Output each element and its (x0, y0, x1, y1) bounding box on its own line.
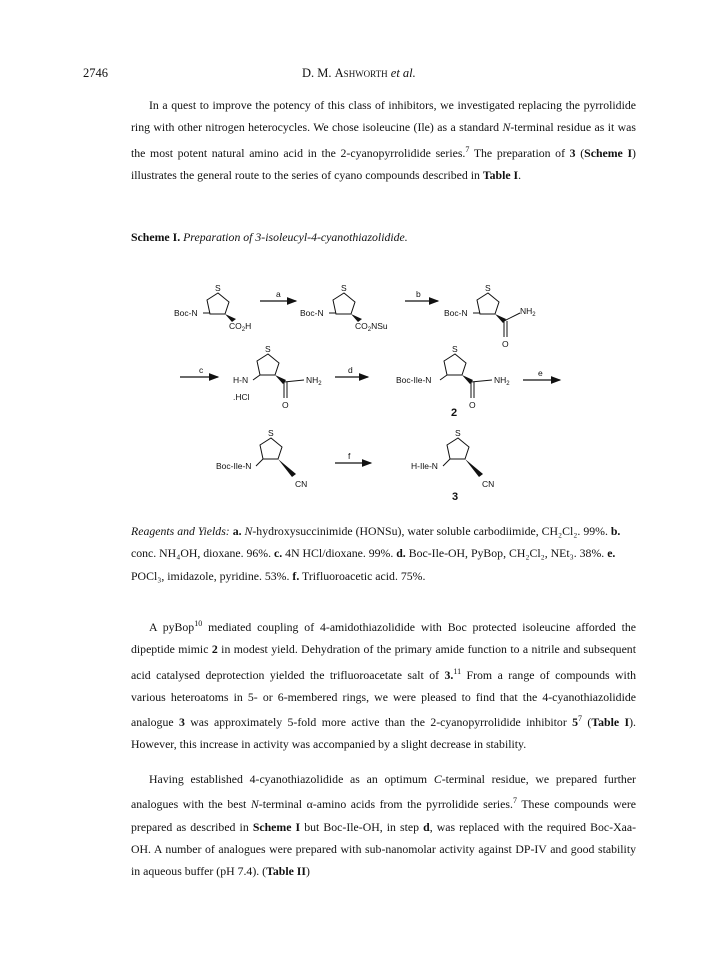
p2-ref-7: 7 (578, 714, 583, 724)
wedge-7 (465, 459, 483, 477)
p2-text-3: in modest yield. Dehydration of the primary amide function to a nitrile and subsequent acid catalysed deprotection yielded the trifluoroacetate salt of (131, 642, 636, 682)
atom-s-3: S (485, 283, 491, 293)
atom-hilen: H-Ile-N (411, 461, 438, 471)
atom-bocn-1: Boc-N (174, 308, 198, 318)
scheme-ref: Scheme I (584, 145, 633, 160)
atom-o-4: O (282, 400, 289, 410)
atom-hcl: .HCl (233, 392, 250, 402)
reagent-text-b: conc. NH₄OH, dioxane. 96%. (131, 546, 272, 561)
reagent-text-f: Trifluoroacetic acid. 75%. (302, 568, 426, 583)
reagent-label-d: d. (396, 546, 406, 561)
atom-s-6: S (268, 428, 274, 438)
arrow-label-e: e (538, 368, 543, 378)
p3-text-3: -terminal α-amino acids from the pyrrolidide series. (258, 797, 513, 812)
reagent-label-f: f. (292, 568, 300, 583)
analogues-paragraph (131, 768, 636, 882)
atom-o-5: O (469, 400, 476, 410)
running-title-author: D. M. (302, 66, 335, 80)
reagent-a-ital: N (244, 524, 253, 538)
compound-3-ref: 3 (569, 145, 576, 160)
p3-ref-7: 7 (512, 796, 517, 806)
results-paragraph (131, 613, 636, 756)
atom-o-3: O (502, 339, 509, 349)
p3-ital-c: C (433, 772, 442, 786)
table-ref: Table I (482, 167, 519, 182)
running-title-etal: et al. (390, 66, 416, 80)
ref-7: 7 (465, 144, 470, 154)
reagent-text-e: POCl₃, imidazole, pyridine. 53%. (131, 568, 290, 583)
p3-text-7: ) (305, 864, 310, 879)
intro-ital-n: N (502, 120, 511, 135)
p2-text-2: mediated coupling of 4-amidothiazolidide with Boc protected isoleucine afforded the dipeptide mimic (131, 619, 637, 657)
compound-label-3: 3 (452, 491, 459, 503)
arrow-label-f: f (348, 451, 351, 461)
intro-text-5: ) illustrates the general route to the series of cyano compounds described in (131, 145, 636, 182)
atom-bocn-3: Boc-N (444, 308, 468, 318)
p3-step-d: d (423, 819, 430, 834)
p2-text-5: was approximately 5-fold more active than the 2-cyanopyrrolidide inhibitor (184, 714, 573, 729)
arrow-label-c: c (199, 365, 204, 375)
scheme-label: Scheme I. (131, 230, 181, 244)
p3-text-2: -terminal residue, we prepared further analogues with the best (131, 772, 636, 812)
ref-11: 11 (453, 666, 462, 676)
running-title-name: Ashworth (334, 66, 388, 80)
ring-1 (207, 293, 229, 314)
atom-s-7: S (455, 428, 461, 438)
atom-bocn-2: Boc-N (300, 308, 324, 318)
atom-nh2-3: $NH_2$ (520, 306, 536, 318)
atom-cn-6: CN (295, 479, 308, 489)
p2-compound-3: 3. (444, 667, 454, 682)
reagent-label-e: e. (607, 546, 616, 561)
reagent-label-a: a. (232, 524, 242, 538)
scheme-caption: Preparation of 3-isoleucyl-4-cyanothiazolidide. (180, 230, 408, 244)
reagent-label-b: b. (610, 524, 621, 538)
ring-2 (333, 293, 355, 314)
atom-nh2-4: $NH_2$ (306, 375, 322, 387)
ring-5 (444, 354, 466, 375)
atom-bocilen-5: Boc-Ile-N (396, 375, 432, 385)
wedge-6 (278, 459, 296, 477)
p3-ital-n: N (250, 797, 259, 812)
intro-text-3: The preparation of (469, 145, 570, 160)
atom-s-4: S (265, 344, 271, 354)
ring-6 (260, 438, 282, 459)
p3-table-ref: Table II (266, 864, 306, 879)
p2-text-1: A pyBop (149, 619, 195, 634)
p2-text-4: From a range of compounds with various heteroatoms in 5- or 6-membered rings, we were pleased to find that the 4-cyanothiazolidide analogue (131, 667, 637, 729)
arrow-label-a: a (276, 289, 281, 299)
reagents-heading: Reagents and Yields: (131, 524, 230, 538)
p2-table-ref: Table I (591, 714, 630, 729)
atom-s-2: S (341, 283, 347, 293)
p3-text-1: Having established 4-cyanothiazolidide as an optimum (149, 772, 434, 786)
intro-text-6: . (518, 167, 522, 182)
p2-text-6: ( (582, 714, 592, 729)
atom-co2nsu: $CO_2NSu$ (355, 321, 388, 333)
atom-nh2-5: $NH_2$ (494, 375, 510, 387)
page-number: 2746 (83, 66, 108, 80)
atom-hn: H-N (233, 375, 249, 385)
atom-cn-7: CN (482, 479, 495, 489)
p3-text-5: but Boc-Ile-OH, in step (300, 819, 424, 834)
p2-compound-3b: 3 (178, 714, 185, 729)
reagent-text-c: 4N HCl/dioxane. 99%. (285, 546, 394, 561)
arrow-label-d: d (348, 365, 353, 375)
ring-3 (477, 293, 499, 314)
ring-4 (257, 354, 279, 375)
atom-s-1: S (215, 283, 221, 293)
arrow-label-b: b (416, 289, 421, 299)
reagent-label-c: c. (274, 546, 283, 561)
atom-bocilen-6: Boc-Ile-N (216, 461, 252, 471)
reagent-text-d: Boc-Ile-OH, PyBop, CH₂Cl₂, NEt₃. 38%. (408, 546, 605, 561)
atom-s-5: S (452, 344, 458, 354)
p3-scheme-ref: Scheme I (252, 819, 301, 834)
ring-7 (447, 438, 469, 459)
p3-text-6: , was replaced with the required Boc-Xaa-OH. A number of analogues were prepared with sub-nanomolar activity against DP-IV and good stability in aqueous buffer (pH 7.4). ( (131, 819, 636, 879)
reagents-block (131, 520, 636, 587)
p3-text-4: These compounds were prepared as described in (131, 797, 636, 834)
ref-10: 10 (194, 619, 203, 628)
reagent-text-a: -hydroxysuccinimide (HONSu), water soluble carbodiimide, CH₂Cl₂. 99%. (252, 524, 608, 538)
compound-label-2: 2 (451, 407, 458, 419)
intro-text-2: -terminal residue as it was the most potent natural amino acid in the 2-cyanopyrrolidide series. (131, 120, 636, 160)
intro-text-1: In a quest to improve the potency of this class of inhibitors, we investigated replacing the pyrrolidide ring with other nitrogen heterocycles. We chose isoleucine (Ile) as a standard (131, 98, 636, 135)
atom-co2h: $CO_2H$ (229, 321, 252, 333)
intro-text-4: ( (575, 145, 585, 160)
p2-compound-5: 5 (572, 714, 579, 729)
p2-compound-2: 2 (211, 642, 218, 657)
p2-text-7: ). However, this increase in activity was accompanied by a slight decrease in stability. (131, 714, 636, 752)
